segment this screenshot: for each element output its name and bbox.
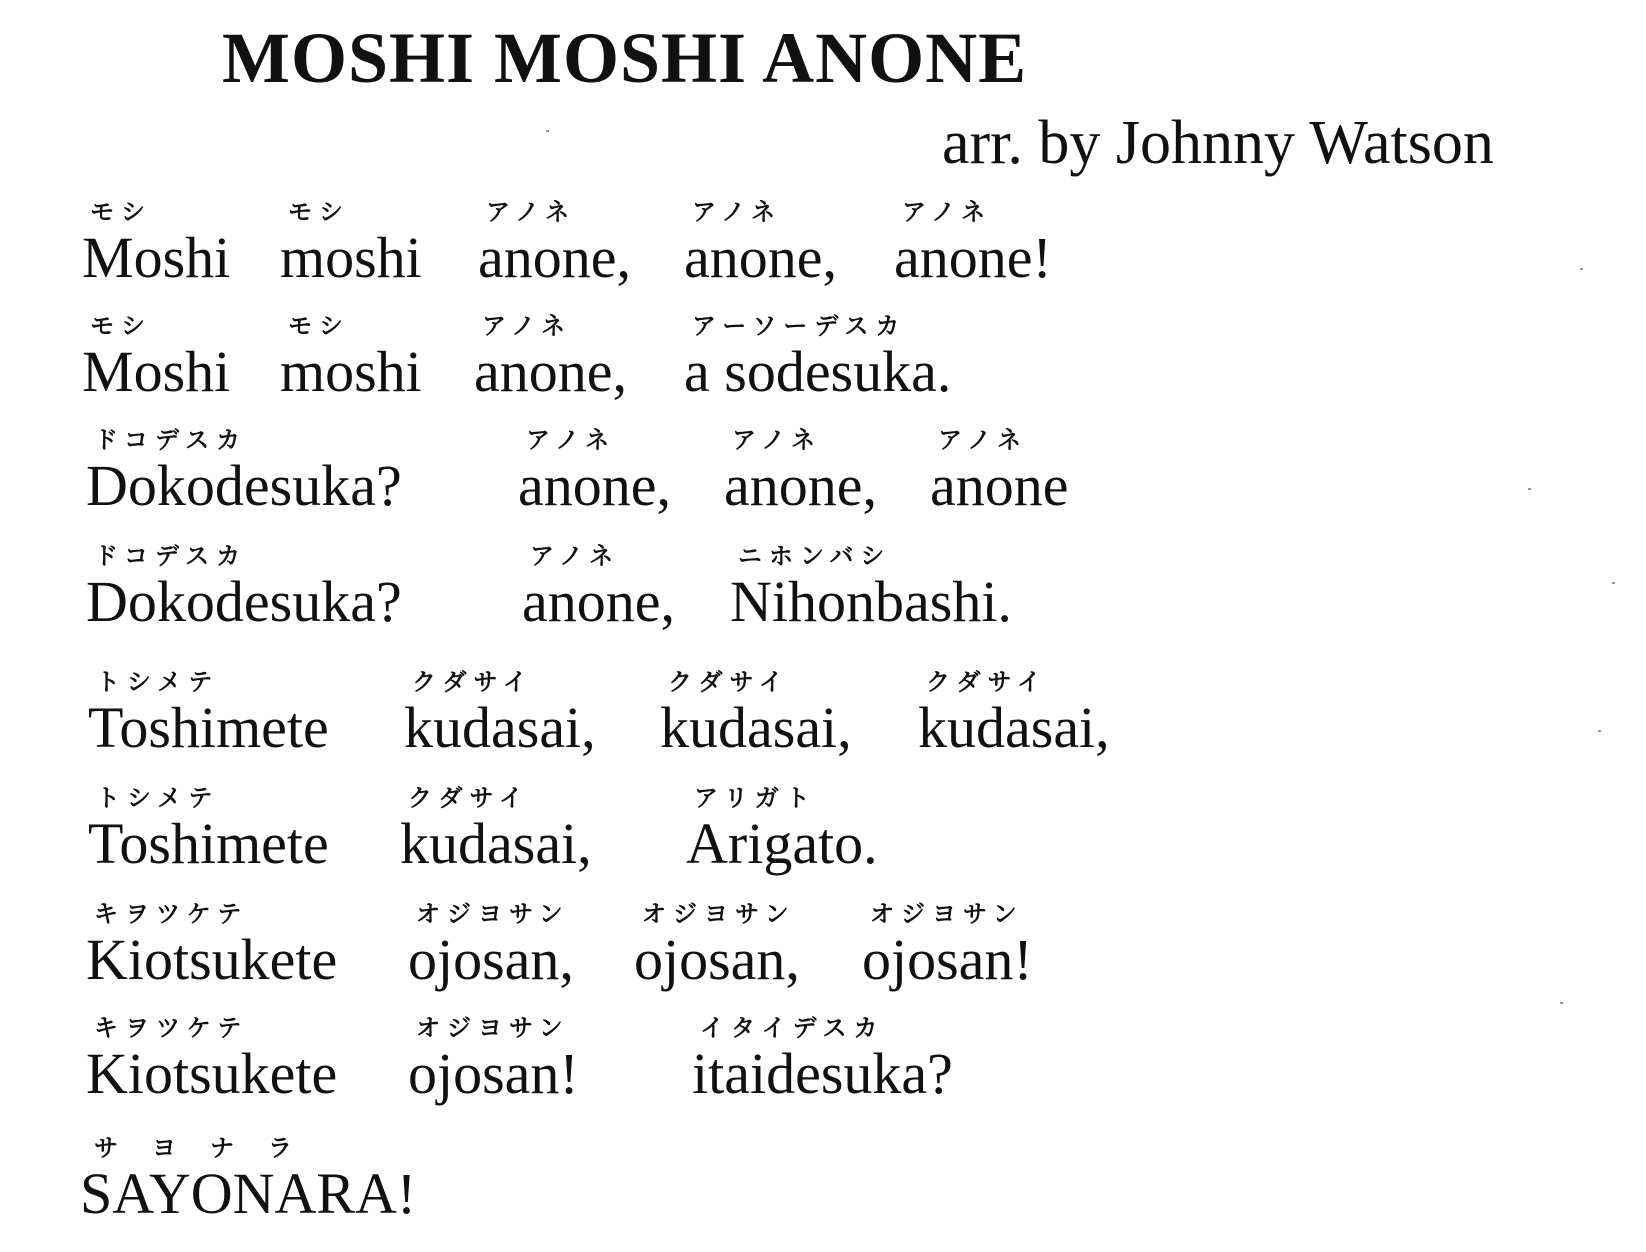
kana-annotation: クダサイ — [412, 668, 534, 696]
lyric-line-1 — [0, 200, 1646, 316]
romaji-word: ojosan! — [862, 927, 1033, 992]
kana-annotation: キヲツケテ — [94, 1014, 249, 1042]
romaji-word: Arigato. — [686, 811, 878, 876]
romaji-word: kudasai, — [400, 811, 592, 876]
romaji-word: a sodesuka. — [684, 339, 952, 404]
romaji-word: anone, — [724, 453, 877, 518]
romaji-word: anone — [930, 453, 1069, 518]
lyric-line-7 — [0, 902, 1646, 1018]
print-speck — [1580, 268, 1583, 270]
romaji-word: Nihonbashi. — [730, 569, 1012, 634]
romaji-word: moshi — [280, 225, 422, 290]
romaji-word: kudasai, — [404, 695, 596, 760]
print-speck — [546, 130, 549, 132]
arranger-credit: arr. by Johnny Watson — [942, 109, 1494, 177]
kana-annotation: アノネ — [486, 198, 577, 226]
kana-annotation: モシ — [90, 312, 152, 340]
romaji-word: Moshi — [82, 339, 231, 404]
kana-annotation: モシ — [288, 198, 350, 226]
romaji-word: anone, — [474, 339, 627, 404]
kana-annotation: オジヨサン — [416, 1014, 570, 1042]
kana-annotation: モシ — [288, 312, 350, 340]
romaji-word: anone! — [894, 225, 1052, 290]
kana-annotation: クダサイ — [926, 668, 1048, 696]
kana-annotation: アノネ — [902, 198, 993, 226]
romaji-word: Toshimete — [88, 811, 329, 876]
lyric-line-8 — [0, 1016, 1646, 1132]
romaji-word: ojosan, — [408, 927, 574, 992]
song-title: MOSHI MOSHI ANONE — [222, 18, 1028, 98]
kana-annotation: ドコデスカ — [94, 542, 248, 570]
lyric-line-4 — [0, 544, 1646, 660]
kana-annotation: モシ — [90, 198, 152, 226]
kana-annotation: アノネ — [938, 426, 1029, 454]
kana-annotation: アノネ — [732, 426, 823, 454]
romaji-word: anone, — [522, 569, 675, 634]
romaji-word: kudasai, — [660, 695, 852, 760]
print-speck — [1528, 488, 1531, 490]
romaji-word: SAYONARA! — [80, 1161, 417, 1226]
print-speck — [1612, 582, 1615, 584]
romaji-word: itaidesuka? — [692, 1041, 953, 1106]
kana-annotation: オジヨサン — [870, 900, 1024, 928]
kana-annotation: オジヨサン — [642, 900, 796, 928]
kana-annotation: アノネ — [482, 312, 573, 340]
kana-annotation: ドコデスカ — [94, 426, 248, 454]
romaji-word: anone, — [478, 225, 631, 290]
kana-annotation: トシメテ — [96, 784, 220, 812]
romaji-word: Dokodesuka? — [86, 569, 402, 634]
romaji-word: kudasai, — [918, 695, 1110, 760]
kana-annotation: アーソーデスカ — [692, 312, 907, 340]
romaji-word: anone, — [684, 225, 837, 290]
romaji-word: Dokodesuka? — [86, 453, 402, 518]
print-speck — [1598, 730, 1601, 732]
kana-annotation: ニホンバシ — [738, 542, 892, 570]
lyric-line-2 — [0, 314, 1646, 430]
kana-annotation: イタイデスカ — [700, 1014, 885, 1042]
romaji-word: Moshi — [82, 225, 231, 290]
lyric-line-3 — [0, 428, 1646, 544]
kana-annotation: キヲツケテ — [94, 900, 249, 928]
print-speck — [1560, 1002, 1563, 1004]
romaji-word: moshi — [280, 339, 422, 404]
romaji-word: anone, — [518, 453, 671, 518]
lyric-line-9 — [0, 1136, 1646, 1252]
kana-annotation: アノネ — [692, 198, 783, 226]
romaji-word: ojosan, — [634, 927, 800, 992]
romaji-word: Kiotsukete — [86, 1041, 338, 1106]
kana-annotation: トシメテ — [96, 668, 220, 696]
kana-annotation: アリガト — [694, 784, 817, 812]
kana-annotation: クダサイ — [408, 784, 530, 812]
romaji-word: Kiotsukete — [86, 927, 338, 992]
lyric-line-6 — [0, 786, 1646, 902]
kana-annotation: サヨナラ — [94, 1134, 326, 1162]
kana-annotation: アノネ — [526, 426, 617, 454]
romaji-word: ojosan! — [408, 1041, 579, 1106]
lyric-line-5 — [0, 670, 1646, 786]
kana-annotation: アノネ — [530, 542, 621, 570]
romaji-word: Toshimete — [88, 695, 329, 760]
kana-annotation: オジヨサン — [416, 900, 570, 928]
kana-annotation: クダサイ — [668, 668, 790, 696]
